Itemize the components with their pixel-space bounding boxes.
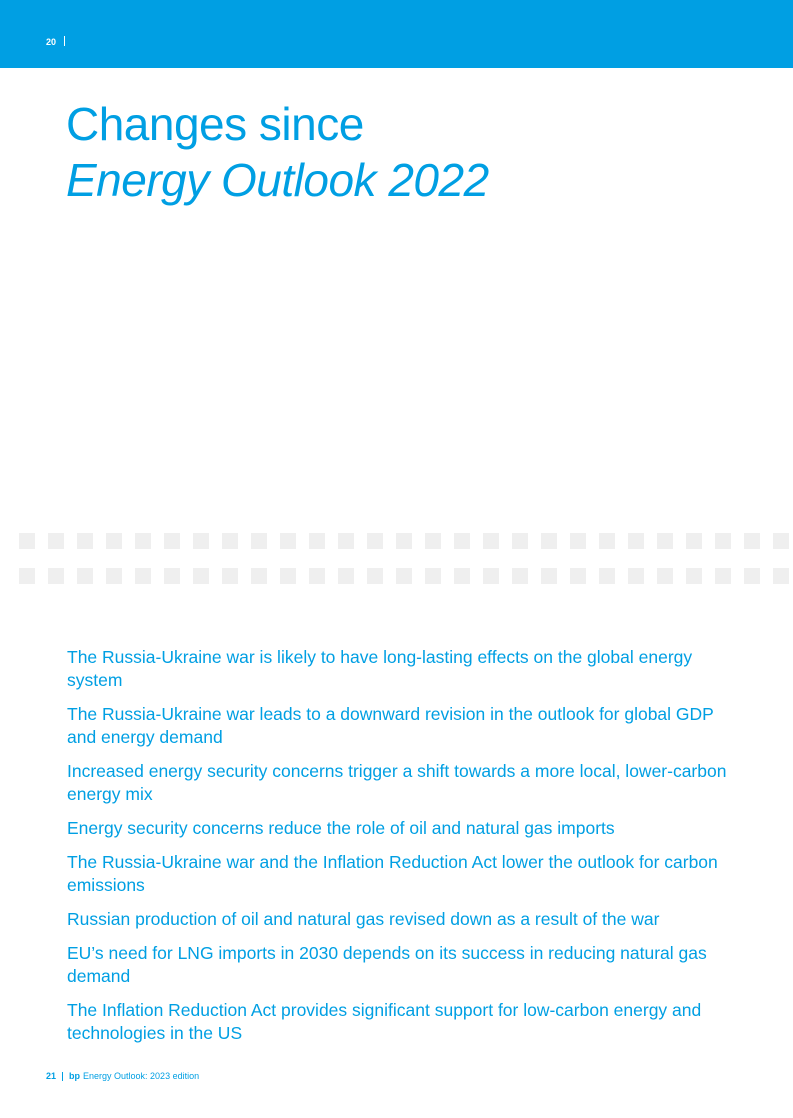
top-header-bar [0,0,793,68]
list-item: Energy security concerns reduce the role of oil and natural gas imports [67,818,615,838]
decorative-square [251,568,267,584]
list-item: Increased energy security concerns trigger a shift towards a more local, lower-carbon energy mix [67,761,727,804]
decorative-square [483,533,499,549]
decorative-square [425,568,441,584]
decorative-square [280,568,296,584]
decorative-square [19,533,35,549]
decorative-square [541,533,557,549]
decorative-squares-row-2 [19,568,779,584]
decorative-square [164,568,180,584]
decorative-square [570,533,586,549]
decorative-square [338,568,354,584]
decorative-square [135,568,151,584]
list-item: The Russia-Ukraine war leads to a downward revision in the outlook for global GDP and energy demand [67,704,714,747]
decorative-square [77,568,93,584]
header-page-number: 20 [46,37,57,47]
decorative-square [599,568,615,584]
footer-page-number: 21 [46,1071,57,1081]
footer-divider [62,1072,63,1081]
decorative-square [599,533,615,549]
decorative-square [309,533,325,549]
decorative-square [338,533,354,549]
list-item: EU’s need for LNG imports in 2030 depends on its success in reducing natural gas demand [67,943,707,986]
decorative-square [744,568,760,584]
decorative-squares-row-1 [19,533,779,549]
decorative-square [715,533,731,549]
decorative-square [541,568,557,584]
page-title [66,96,489,208]
decorative-square [77,533,93,549]
decorative-square [251,533,267,549]
header-divider [64,36,65,46]
decorative-square [628,533,644,549]
decorative-square [106,533,122,549]
decorative-square [164,533,180,549]
decorative-square [135,533,151,549]
decorative-square [657,568,673,584]
decorative-square [628,568,644,584]
decorative-square [19,568,35,584]
list-item: The Inflation Reduction Act provides significant support for low-carbon energy and technologies in the US [67,1000,702,1043]
decorative-square [396,533,412,549]
decorative-square [193,533,209,549]
decorative-square [686,568,702,584]
decorative-square [512,568,528,584]
decorative-square [483,568,499,584]
decorative-square [686,533,702,549]
decorative-square [773,568,789,584]
decorative-square [309,568,325,584]
list-item: The Russia-Ukraine war and the Inflation Reduction Act lower the outlook for carbon emissions [67,852,718,895]
decorative-square [425,533,441,549]
title-line-2: Energy Outlook 2022 [66,154,489,206]
decorative-square [367,533,383,549]
decorative-square [367,568,383,584]
decorative-square [454,568,470,584]
decorative-square [512,533,528,549]
decorative-square [222,568,238,584]
decorative-square [280,533,296,549]
page-footer [46,1071,199,1081]
changes-list [67,646,747,1056]
decorative-square [193,568,209,584]
footer-publication: Energy Outlook: 2023 edition [83,1071,200,1081]
list-item: The Russia-Ukraine war is likely to have long-lasting effects on the global energy system [67,647,693,690]
decorative-square [396,568,412,584]
decorative-square [48,533,64,549]
decorative-square [744,533,760,549]
decorative-square [454,533,470,549]
footer-brand: bp [69,1071,81,1081]
title-line-1: Changes since [66,98,364,150]
decorative-square [657,533,673,549]
decorative-square [106,568,122,584]
decorative-square [715,568,731,584]
decorative-square [773,533,789,549]
decorative-square [48,568,64,584]
list-item: Russian production of oil and natural gas revised down as a result of the war [67,909,660,929]
decorative-square [570,568,586,584]
decorative-square [222,533,238,549]
